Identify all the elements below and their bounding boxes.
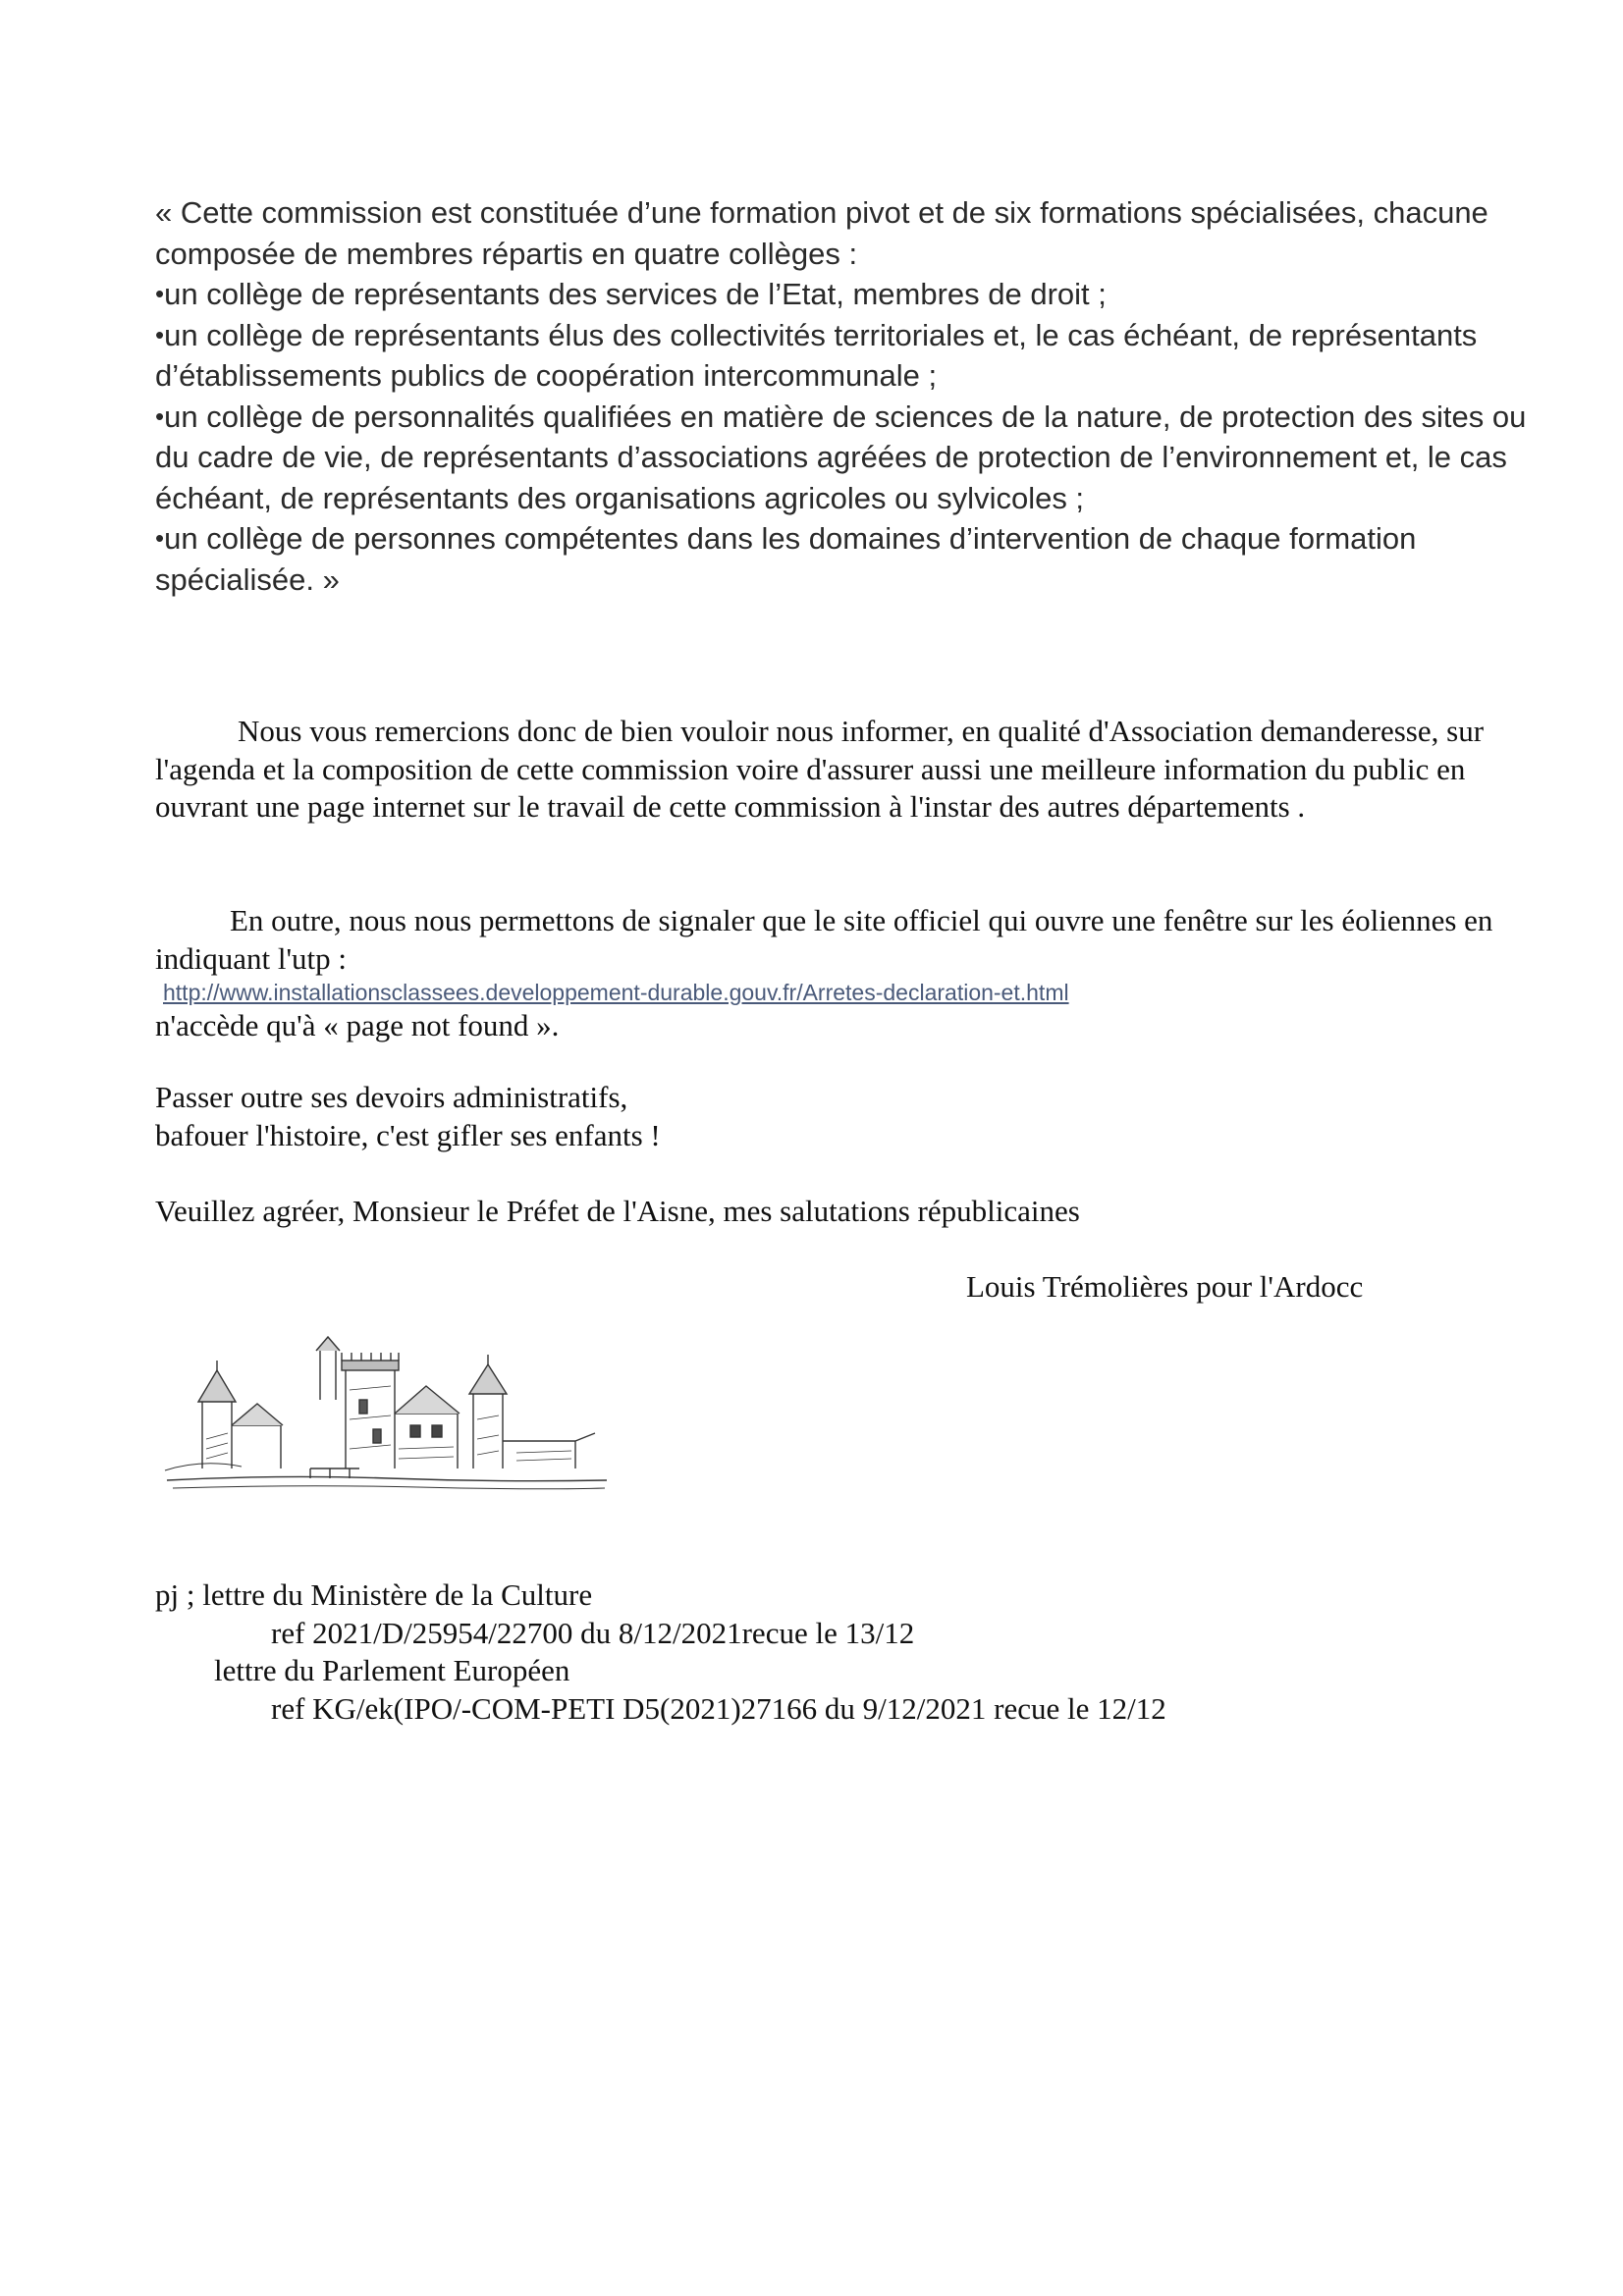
signature: Louis Trémolières pour l'Ardocc xyxy=(966,1269,1364,1304)
quoted-text-block xyxy=(155,192,1530,600)
bullet-text: un collège de personnes compétentes dans les domaines d’intervention de chaque formation spécialisée. » xyxy=(155,521,1417,597)
closing-formula: Veuillez agréer, Monsieur le Préfet de l'Aisne, mes salutations républicaines xyxy=(155,1194,1080,1228)
attachment-line: ref 2021/D/25954/22700 du 8/12/2021recue le 13/12 xyxy=(271,1615,915,1650)
quote-intro: « Cette commission est constituée d’une formation pivot et de six formations spécialisées, chacune composée de membres répartis en quatre collèges : xyxy=(155,195,1488,271)
request-paragraph: Nous vous remercions donc de bien vouloir nous informer, en qualité d'Association demanderesse, sur l'agenda et la composition de cette commission voire d'assurer aussi une meilleure information du public en ouvrant une page internet sur le travail de cette commission à l'instar des autres départements . xyxy=(155,714,1485,824)
attachment-line: ref KG/ek(IPO/-COM-PETI D5(2021)27166 du 9/12/2021 recue le 12/12 xyxy=(271,1690,1166,1726)
closing-block xyxy=(155,1193,1530,1231)
bullet-text: un collège de personnalités qualifiées en matière de sciences de la nature, de protection des sites ou du cadre de vie, de représentants d’associations agréées de protection de l’environnement et, le cas échéant, de représentants des organisations agricoles ou sylvicoles ; xyxy=(155,399,1527,515)
bullet-item xyxy=(155,315,1530,397)
bullet-text: un collège de représentants des services de l’Etat, membres de droit ; xyxy=(164,277,1107,311)
official-site-link[interactable]: http://www.installationsclassees.developpement-durable.gouv.fr/Arretes-declaration-et.html xyxy=(163,980,1069,1005)
motto-line: Passer outre ses devoirs administratifs, xyxy=(155,1080,628,1114)
request-paragraph-block xyxy=(155,713,1530,827)
bullet-icon: • xyxy=(155,523,165,553)
attachment-line: lettre du Parlement Européen xyxy=(214,1653,570,1687)
attachment-line: pj ; lettre du Ministère de la Culture xyxy=(155,1577,593,1612)
notice-end: n'accède qu'à « page not found ». xyxy=(155,1008,560,1042)
bullet-icon: • xyxy=(155,319,165,349)
notice-paragraph-block xyxy=(155,902,1530,1045)
attachments-block xyxy=(155,1576,1166,1728)
bullet-item xyxy=(155,274,1530,315)
notice-intro: En outre, nous nous permettons de signaler que le site officiel qui ouvre une fenêtre sur les éoliennes en indiquant l'utp : xyxy=(155,903,1493,976)
motto-line: bafouer l'histoire, c'est gifler ses enfants ! xyxy=(155,1117,661,1152)
castle-engraving-image xyxy=(163,1331,611,1498)
bullet-item xyxy=(155,397,1530,519)
bullet-icon: • xyxy=(155,279,165,308)
bullet-item xyxy=(155,518,1530,600)
motto-block xyxy=(155,1079,1530,1154)
bullet-text: un collège de représentants élus des collectivités territoriales et, le cas échéant, de représentants d’établissements publics de coopération intercommunale ; xyxy=(155,317,1478,393)
bullet-icon: • xyxy=(155,400,165,431)
